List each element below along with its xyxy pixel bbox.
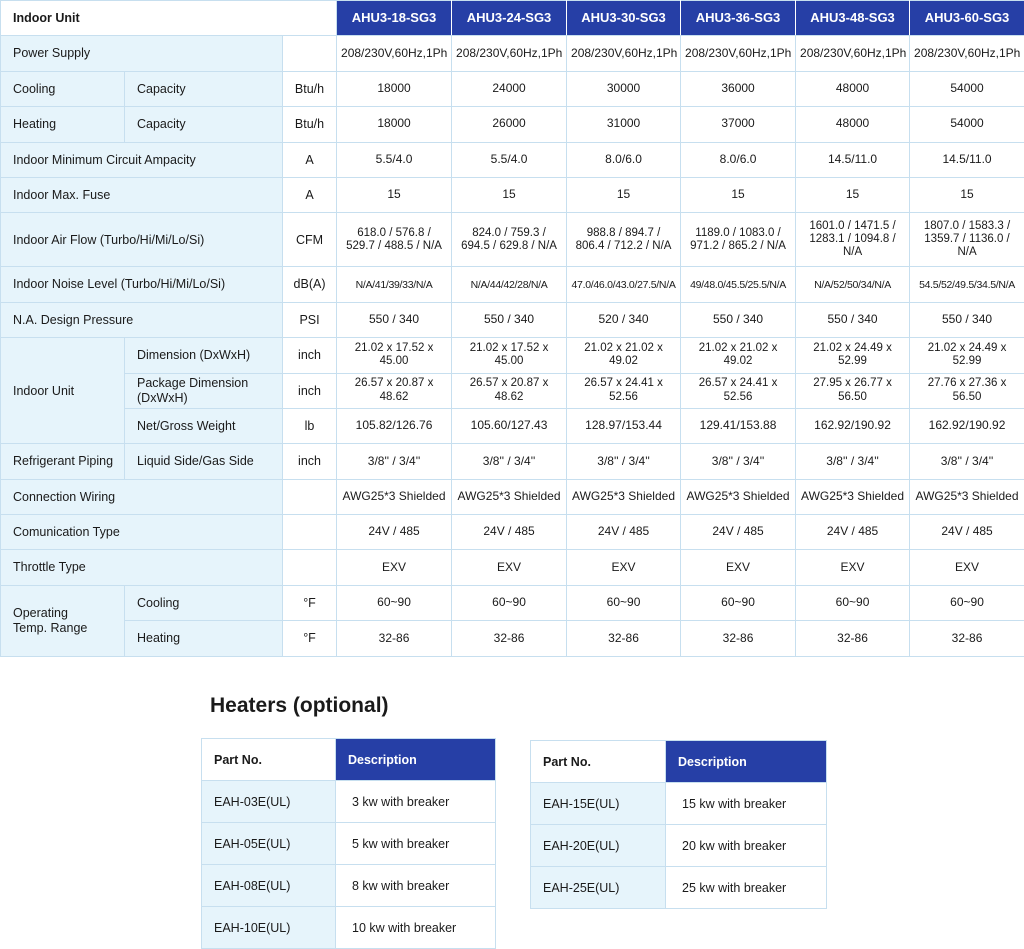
spec-value: EXV [337, 550, 452, 585]
spec-row-weight [1, 408, 1024, 443]
spec-value: 21.02 x 24.49 x 52.99 [796, 338, 910, 373]
spec-row-label: Dimension (DxWxH) [125, 338, 283, 373]
spec-unit [283, 515, 337, 550]
spec-value: 3/8'' / 3/4'' [681, 444, 796, 479]
spec-value: 24V / 485 [681, 515, 796, 550]
spec-row-min-circuit [1, 142, 1024, 177]
description-header: Description [336, 739, 496, 781]
spec-unit: Btu/h [283, 107, 337, 142]
spec-value: 24000 [452, 71, 567, 106]
spec-value: 5.5/4.0 [337, 142, 452, 177]
spec-value: 3/8'' / 3/4'' [452, 444, 567, 479]
spec-value: 15 [567, 177, 681, 212]
spec-unit: °F [283, 621, 337, 656]
spec-value: 162.92/190.92 [796, 408, 910, 443]
spec-value: 37000 [681, 107, 796, 142]
spec-value: AWG25*3 Shielded [337, 479, 452, 514]
spec-value: 105.82/126.76 [337, 408, 452, 443]
heater-description: 8 kw with breaker [336, 865, 496, 907]
spec-row-label: Capacity [125, 107, 283, 142]
spec-value: 3/8'' / 3/4'' [910, 444, 1024, 479]
spec-row-heating-capacity [1, 107, 1024, 142]
op-temp-line-1: Operating [13, 606, 120, 620]
spec-value: 21.02 x 17.52 x 45.00 [337, 338, 452, 373]
heater-part-no: EAH-15E(UL) [531, 783, 666, 825]
model-header: AHU3-30-SG3 [567, 1, 681, 36]
air-flow-line-2: 694.5 / 629.8 / N/A [456, 240, 562, 253]
heater-row [202, 907, 496, 949]
spec-row-label: Indoor Air Flow (Turbo/Hi/Mi/Lo/Si) [1, 213, 283, 267]
spec-value: 15 [337, 177, 452, 212]
spec-value: 47.0/46.0/43.0/27.5/N/A [567, 267, 681, 302]
air-flow-line-2: 1283.1 / 1094.8 / N/A [800, 233, 905, 259]
spec-value: 60~90 [796, 585, 910, 620]
heater-description: 25 kw with breaker [666, 867, 827, 909]
spec-group-label [1, 585, 125, 656]
air-flow-line-1: 824.0 / 759.3 / [456, 227, 562, 240]
heater-row [531, 867, 827, 909]
spec-row-label: Heating [125, 621, 283, 656]
air-flow-line-2: 529.7 / 488.5 / N/A [341, 240, 447, 253]
spec-value: 550 / 340 [452, 302, 567, 337]
spec-row-communication [1, 515, 1024, 550]
spec-value: 8.0/6.0 [681, 142, 796, 177]
spec-value: 208/230V,60Hz,1Ph [796, 36, 910, 71]
spec-value: 24V / 485 [337, 515, 452, 550]
spec-value: AWG25*3 Shielded [681, 479, 796, 514]
spec-unit: A [283, 142, 337, 177]
heater-part-no: EAH-10E(UL) [202, 907, 336, 949]
spec-value: 60~90 [337, 585, 452, 620]
spec-unit: Btu/h [283, 71, 337, 106]
spec-value: 14.5/11.0 [796, 142, 910, 177]
spec-unit: dB(A) [283, 267, 337, 302]
spec-value: 24V / 485 [452, 515, 567, 550]
air-flow-line-1: 1189.0 / 1083.0 / [685, 227, 791, 240]
heater-description: 15 kw with breaker [666, 783, 827, 825]
spec-row-label: Indoor Max. Fuse [1, 177, 283, 212]
spec-value: 26.57 x 24.41 x 52.56 [681, 373, 796, 408]
spec-value: 48000 [796, 107, 910, 142]
spec-value [452, 213, 567, 267]
heater-description: 3 kw with breaker [336, 781, 496, 823]
spec-value: 208/230V,60Hz,1Ph [337, 36, 452, 71]
air-flow-line-1: 988.8 / 894.7 / [571, 227, 676, 240]
spec-row-label: Capacity [125, 71, 283, 106]
description-header: Description [666, 741, 827, 783]
spec-value: 550 / 340 [910, 302, 1024, 337]
spec-value: AWG25*3 Shielded [910, 479, 1024, 514]
spec-value: 60~90 [681, 585, 796, 620]
spec-unit [283, 550, 337, 585]
part-no-header: Part No. [531, 741, 666, 783]
spec-row-label: Indoor Minimum Circuit Ampacity [1, 142, 283, 177]
air-flow-line-1: 1601.0 / 1471.5 / [800, 220, 905, 233]
spec-value: 14.5/11.0 [910, 142, 1024, 177]
heater-description: 20 kw with breaker [666, 825, 827, 867]
spec-row-op-heating [1, 621, 1024, 656]
heater-table-right [530, 740, 827, 909]
heater-part-no: EAH-05E(UL) [202, 823, 336, 865]
heater-row [531, 783, 827, 825]
spec-value: 18000 [337, 71, 452, 106]
spec-value: 21.02 x 24.49 x 52.99 [910, 338, 1024, 373]
spec-row-label: Throttle Type [1, 550, 283, 585]
air-flow-line-2: 806.4 / 712.2 / N/A [571, 240, 676, 253]
spec-unit [283, 479, 337, 514]
spec-value: 550 / 340 [796, 302, 910, 337]
heater-description: 5 kw with breaker [336, 823, 496, 865]
spec-value: 18000 [337, 107, 452, 142]
spec-value: 32-86 [796, 621, 910, 656]
spec-value: 32-86 [567, 621, 681, 656]
spec-row-design-pressure [1, 302, 1024, 337]
spec-value: 30000 [567, 71, 681, 106]
heater-row [531, 825, 827, 867]
spec-row-label: Connection Wiring [1, 479, 283, 514]
air-flow-line-2: 971.2 / 865.2 / N/A [685, 240, 791, 253]
spec-value: 27.95 x 26.77 x 56.50 [796, 373, 910, 408]
spec-unit: inch [283, 338, 337, 373]
spec-value: 24V / 485 [796, 515, 910, 550]
spec-value [681, 213, 796, 267]
spec-value: 208/230V,60Hz,1Ph [910, 36, 1024, 71]
heaters-title: Heaters (optional) [210, 694, 389, 718]
spec-row-label: Indoor Noise Level (Turbo/Hi/Mi/Lo/Si) [1, 267, 283, 302]
air-flow-line-2: 1359.7 / 1136.0 / N/A [914, 233, 1020, 259]
spec-value [910, 213, 1024, 267]
spec-value: 105.60/127.43 [452, 408, 567, 443]
spec-value: 26.57 x 20.87 x 48.62 [337, 373, 452, 408]
spec-value [567, 213, 681, 267]
spec-value: 3/8'' / 3/4'' [567, 444, 681, 479]
spec-value: 550 / 340 [681, 302, 796, 337]
spec-group-label: Heating [1, 107, 125, 142]
spec-value: 27.76 x 27.36 x 56.50 [910, 373, 1024, 408]
spec-value: 24V / 485 [910, 515, 1024, 550]
spec-value: 15 [681, 177, 796, 212]
heater-row [202, 781, 496, 823]
heater-part-no: EAH-03E(UL) [202, 781, 336, 823]
heater-part-no: EAH-08E(UL) [202, 865, 336, 907]
spec-row-package-dimension [1, 373, 1024, 408]
air-flow-line-1: 618.0 / 576.8 / [341, 227, 447, 240]
spec-value: 128.97/153.44 [567, 408, 681, 443]
spec-unit: inch [283, 444, 337, 479]
spec-value: EXV [567, 550, 681, 585]
spec-value: 129.41/153.88 [681, 408, 796, 443]
heater-part-no: EAH-20E(UL) [531, 825, 666, 867]
spec-value: 32-86 [681, 621, 796, 656]
spec-value: AWG25*3 Shielded [796, 479, 910, 514]
model-header: AHU3-18-SG3 [337, 1, 452, 36]
spec-value: AWG25*3 Shielded [452, 479, 567, 514]
spec-value: 15 [796, 177, 910, 212]
spec-value: 520 / 340 [567, 302, 681, 337]
heater-header-row [202, 739, 496, 781]
spec-value: EXV [452, 550, 567, 585]
spec-unit: CFM [283, 213, 337, 267]
spec-value: 26.57 x 20.87 x 48.62 [452, 373, 567, 408]
heater-header-row [531, 741, 827, 783]
spec-value: N/A/44/42/28/N/A [452, 267, 567, 302]
spec-value: 60~90 [452, 585, 567, 620]
spec-table-title: Indoor Unit [1, 1, 337, 36]
spec-row-cooling-capacity [1, 71, 1024, 106]
spec-value: 54000 [910, 107, 1024, 142]
spec-value: 32-86 [910, 621, 1024, 656]
spec-value: 31000 [567, 107, 681, 142]
spec-value: 15 [452, 177, 567, 212]
spec-group-label: Refrigerant Piping [1, 444, 125, 479]
heater-row [202, 865, 496, 907]
spec-value: EXV [681, 550, 796, 585]
spec-value: EXV [910, 550, 1024, 585]
part-no-header: Part No. [202, 739, 336, 781]
spec-value: 32-86 [337, 621, 452, 656]
heater-row [202, 823, 496, 865]
spec-value: 32-86 [452, 621, 567, 656]
spec-row-dimension [1, 338, 1024, 373]
spec-unit: PSI [283, 302, 337, 337]
heater-description: 10 kw with breaker [336, 907, 496, 949]
spec-row-label: Package Dimension (DxWxH) [125, 373, 283, 408]
air-flow-line-1: 1807.0 / 1583.3 / [914, 220, 1020, 233]
spec-value: N/A/41/39/33/N/A [337, 267, 452, 302]
spec-unit: °F [283, 585, 337, 620]
model-header: AHU3-60-SG3 [910, 1, 1024, 36]
spec-value: 26000 [452, 107, 567, 142]
spec-row-power-supply [1, 36, 1024, 71]
spec-value: EXV [796, 550, 910, 585]
spec-value: 8.0/6.0 [567, 142, 681, 177]
spec-value: 208/230V,60Hz,1Ph [452, 36, 567, 71]
heater-table-left [201, 738, 496, 949]
spec-unit: inch [283, 373, 337, 408]
spec-header-row [1, 1, 1024, 36]
spec-value: 208/230V,60Hz,1Ph [567, 36, 681, 71]
spec-unit: A [283, 177, 337, 212]
spec-value: 60~90 [910, 585, 1024, 620]
spec-value: 21.02 x 21.02 x 49.02 [681, 338, 796, 373]
spec-value: 208/230V,60Hz,1Ph [681, 36, 796, 71]
spec-row-label: Cooling [125, 585, 283, 620]
spec-row-air-flow [1, 213, 1024, 267]
heater-part-no: EAH-25E(UL) [531, 867, 666, 909]
spec-row-label: Power Supply [1, 36, 283, 71]
model-header: AHU3-48-SG3 [796, 1, 910, 36]
spec-value: 36000 [681, 71, 796, 106]
spec-value: 3/8'' / 3/4'' [796, 444, 910, 479]
op-temp-line-2: Temp. Range [13, 621, 120, 635]
model-header: AHU3-36-SG3 [681, 1, 796, 36]
spec-row-wiring [1, 479, 1024, 514]
spec-value: 3/8'' / 3/4'' [337, 444, 452, 479]
spec-row-label: Net/Gross Weight [125, 408, 283, 443]
spec-value: AWG25*3 Shielded [567, 479, 681, 514]
spec-value [337, 213, 452, 267]
spec-row-op-cooling [1, 585, 1024, 620]
spec-row-label: Liquid Side/Gas Side [125, 444, 283, 479]
spec-value: 48000 [796, 71, 910, 106]
spec-value: 21.02 x 21.02 x 49.02 [567, 338, 681, 373]
spec-value [796, 213, 910, 267]
model-header: AHU3-24-SG3 [452, 1, 567, 36]
spec-value: 49/48.0/45.5/25.5/N/A [681, 267, 796, 302]
spec-value: 162.92/190.92 [910, 408, 1024, 443]
spec-value: 54000 [910, 71, 1024, 106]
spec-value: 21.02 x 17.52 x 45.00 [452, 338, 567, 373]
spec-value: 15 [910, 177, 1024, 212]
spec-value: 24V / 485 [567, 515, 681, 550]
spec-row-noise [1, 267, 1024, 302]
spec-row-throttle [1, 550, 1024, 585]
spec-value: 5.5/4.0 [452, 142, 567, 177]
spec-row-label: Comunication Type [1, 515, 283, 550]
spec-value: N/A/52/50/34/N/A [796, 267, 910, 302]
spec-row-max-fuse [1, 177, 1024, 212]
spec-value: 26.57 x 24.41 x 52.56 [567, 373, 681, 408]
spec-unit: lb [283, 408, 337, 443]
spec-value: 60~90 [567, 585, 681, 620]
spec-value: 54.5/52/49.5/34.5/N/A [910, 267, 1024, 302]
spec-row-label: N.A. Design Pressure [1, 302, 283, 337]
spec-row-piping [1, 444, 1024, 479]
spec-group-label: Indoor Unit [1, 338, 125, 444]
spec-group-label: Cooling [1, 71, 125, 106]
spec-unit [283, 36, 337, 71]
spec-value: 550 / 340 [337, 302, 452, 337]
